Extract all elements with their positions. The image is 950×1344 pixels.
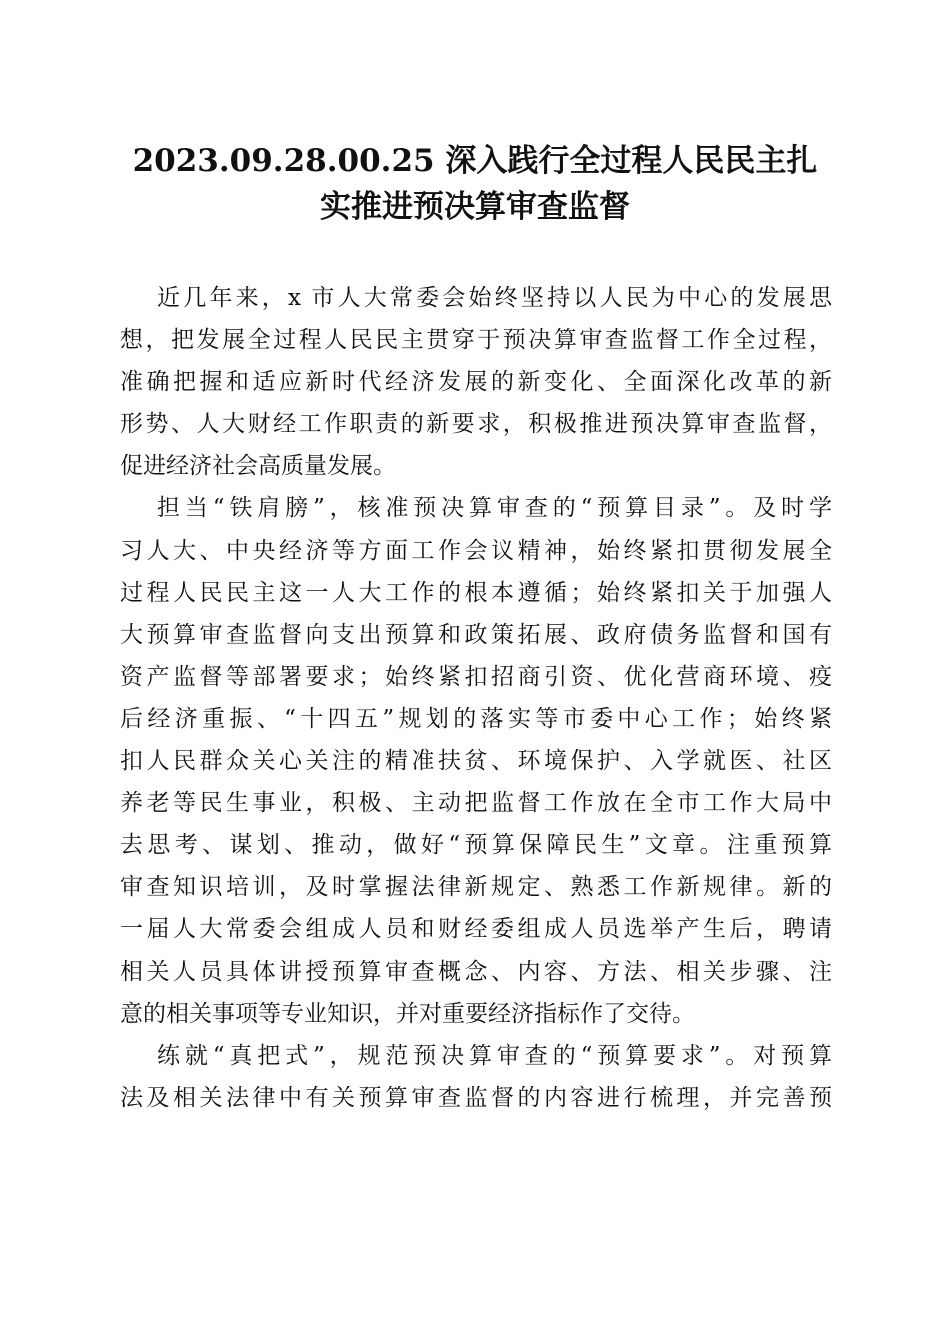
text-line: 准确把握和适应新时代经济发展的新变化、全面深化改革的新	[120, 369, 832, 396]
text-line: 形势、人大财经工作职责的新要求，积极推进预决算审查监督，	[120, 411, 832, 438]
title-line: 2023.09.28.00.25 深入践行全过程人民民主扎	[132, 143, 818, 179]
document-title	[110, 138, 840, 230]
text-line: 审查知识培训，及时掌握法律新规定、熟悉工作新规律。新的	[120, 874, 832, 901]
text-line: 过程人民民主这一人大工作的根本遵循；始终紧扣关于加强人	[120, 579, 832, 606]
text-line: 意的相关事项等专业知识，并对重要经济指标作了交待。	[120, 1000, 695, 1027]
text-line: 资产监督等部署要求；始终紧扣招商引资、优化营商环境、疫	[120, 663, 832, 690]
text-line: 法及相关法律中有关预算审查监督的内容进行梳理，并完善预	[120, 1084, 832, 1111]
text-line: 后经济重振、“十四五”规划的落实等市委中心工作；始终紧	[120, 705, 832, 732]
paragraph-budget-catalog	[120, 487, 832, 1034]
text-line: 一届人大常委会组成人员和财经委组成人员选举产生后，聘请	[120, 916, 832, 943]
text-line: 大预算审查监督向支出预算和政策拓展、政府债务监督和国有	[120, 621, 832, 648]
text-line: 促进经济社会高质量发展。	[120, 453, 396, 480]
text-line: 去思考、谋划、推动，做好“预算保障民生”文章。注重预算	[120, 832, 832, 859]
paragraph-budget-requirements	[120, 1035, 832, 1119]
text-line: 练就“真把式”，规范预决算审查的“预算要求”。对预算	[157, 1042, 832, 1069]
text-line: 想，把发展全过程人民民主贯穿于预决算审查监督工作全过程，	[120, 327, 832, 354]
text-line: 担当“铁肩膀”，核准预决算审查的“预算目录”。及时学	[157, 495, 832, 522]
text-line: 扣人民群众关心关注的精准扶贫、环境保护、入学就医、社区	[120, 748, 832, 775]
paragraph-intro	[120, 277, 832, 487]
text-line: 习人大、中央经济等方面工作会议精神，始终紧扣贯彻发展全	[120, 537, 832, 564]
text-line: 近几年来，x 市人大常委会始终坚持以人民为中心的发展思	[157, 285, 832, 311]
text-line: 相关人员具体讲授预算审查概念、内容、方法、相关步骤、注	[120, 958, 832, 985]
document-body	[120, 277, 832, 1119]
text-line: 养老等民生事业，积极、主动把监督工作放在全市工作大局中	[120, 790, 832, 817]
title-line: 实推进预决算审查监督	[320, 189, 630, 225]
